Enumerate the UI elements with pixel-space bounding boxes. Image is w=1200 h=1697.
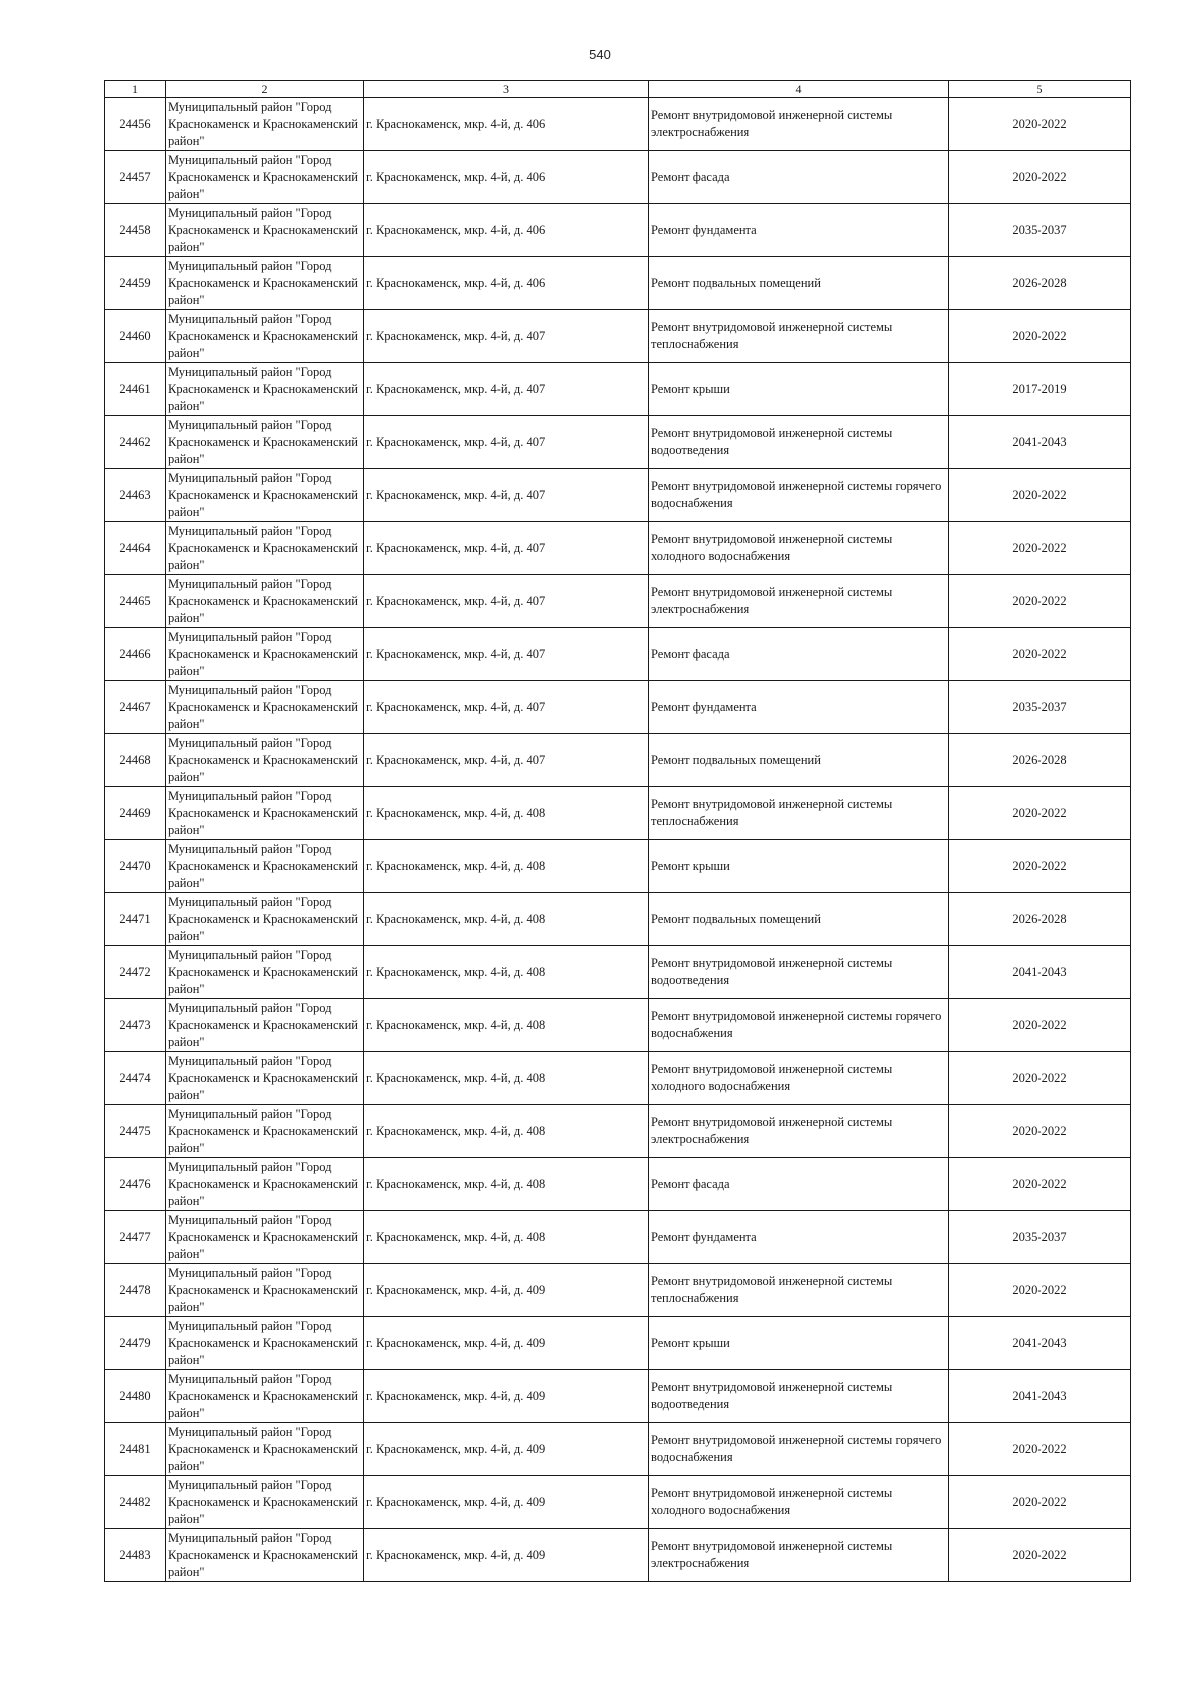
municipality-cell: Муниципальный район "Город Краснокаменск и Краснокаменский район" (166, 787, 364, 840)
row-number: 24475 (105, 1105, 166, 1158)
period-cell: 2020-2022 (949, 469, 1131, 522)
address-cell: г. Краснокаменск, мкр. 4-й, д. 408 (364, 1158, 649, 1211)
address-cell: г. Краснокаменск, мкр. 4-й, д. 407 (364, 310, 649, 363)
address-cell: г. Краснокаменск, мкр. 4-й, д. 409 (364, 1423, 649, 1476)
work-type-cell: Ремонт фундамента (649, 204, 949, 257)
work-type-cell: Ремонт фундамента (649, 681, 949, 734)
municipality-cell: Муниципальный район "Город Краснокаменск и Краснокаменский район" (166, 363, 364, 416)
table-row (105, 840, 1131, 893)
municipality-cell: Муниципальный район "Город Краснокаменск и Краснокаменский район" (166, 681, 364, 734)
row-number: 24456 (105, 98, 166, 151)
row-number: 24476 (105, 1158, 166, 1211)
row-number: 24461 (105, 363, 166, 416)
row-number: 24474 (105, 1052, 166, 1105)
work-type-cell: Ремонт внутридомовой инженерной системы теплоснабжения (649, 310, 949, 363)
municipality-cell: Муниципальный район "Город Краснокаменск и Краснокаменский район" (166, 999, 364, 1052)
address-cell: г. Краснокаменск, мкр. 4-й, д. 407 (364, 575, 649, 628)
municipality-cell: Муниципальный район "Город Краснокаменск и Краснокаменский район" (166, 1529, 364, 1582)
table-row (105, 151, 1131, 204)
work-type-cell: Ремонт крыши (649, 1317, 949, 1370)
row-number: 24481 (105, 1423, 166, 1476)
row-number: 24457 (105, 151, 166, 204)
work-type-cell: Ремонт внутридомовой инженерной системы электроснабжения (649, 1105, 949, 1158)
address-cell: г. Краснокаменск, мкр. 4-й, д. 409 (364, 1264, 649, 1317)
municipality-cell: Муниципальный район "Город Краснокаменск и Краснокаменский район" (166, 1317, 364, 1370)
work-type-cell: Ремонт крыши (649, 840, 949, 893)
municipality-cell: Муниципальный район "Город Краснокаменск и Краснокаменский район" (166, 893, 364, 946)
work-type-cell: Ремонт подвальных помещений (649, 893, 949, 946)
work-type-cell: Ремонт внутридомовой инженерной системы холодного водоснабжения (649, 1476, 949, 1529)
row-number: 24483 (105, 1529, 166, 1582)
address-cell: г. Краснокаменск, мкр. 4-й, д. 408 (364, 946, 649, 999)
address-cell: г. Краснокаменск, мкр. 4-й, д. 408 (364, 893, 649, 946)
period-cell: 2020-2022 (949, 310, 1131, 363)
address-cell: г. Краснокаменск, мкр. 4-й, д. 407 (364, 416, 649, 469)
municipality-cell: Муниципальный район "Город Краснокаменск и Краснокаменский район" (166, 628, 364, 681)
address-cell: г. Краснокаменск, мкр. 4-й, д. 406 (364, 257, 649, 310)
column-header-municipality: 2 (166, 81, 364, 98)
row-number: 24482 (105, 1476, 166, 1529)
period-cell: 2020-2022 (949, 1423, 1131, 1476)
table-row (105, 734, 1131, 787)
table-row (105, 416, 1131, 469)
row-number: 24464 (105, 522, 166, 575)
period-cell: 2026-2028 (949, 893, 1131, 946)
work-type-cell: Ремонт внутридомовой инженерной системы теплоснабжения (649, 787, 949, 840)
address-cell: г. Краснокаменск, мкр. 4-й, д. 409 (364, 1476, 649, 1529)
table-row (105, 310, 1131, 363)
period-cell: 2035-2037 (949, 204, 1131, 257)
row-number: 24473 (105, 999, 166, 1052)
row-number: 24472 (105, 946, 166, 999)
table-row (105, 1529, 1131, 1582)
period-cell: 2020-2022 (949, 999, 1131, 1052)
table-row (105, 999, 1131, 1052)
page-number: 540 (589, 47, 611, 62)
period-cell: 2017-2019 (949, 363, 1131, 416)
municipality-cell: Муниципальный район "Город Краснокаменск и Краснокаменский район" (166, 575, 364, 628)
municipality-cell: Муниципальный район "Город Краснокаменск и Краснокаменский район" (166, 257, 364, 310)
address-cell: г. Краснокаменск, мкр. 4-й, д. 408 (364, 1052, 649, 1105)
work-type-cell: Ремонт фасада (649, 1158, 949, 1211)
header-row (105, 81, 1131, 98)
table-row (105, 628, 1131, 681)
work-type-cell: Ремонт внутридомовой инженерной системы водоотведения (649, 416, 949, 469)
work-type-cell: Ремонт внутридомовой инженерной системы горячего водоснабжения (649, 999, 949, 1052)
table-row (105, 1370, 1131, 1423)
municipality-cell: Муниципальный район "Город Краснокаменск и Краснокаменский район" (166, 1370, 364, 1423)
work-type-cell: Ремонт внутридомовой инженерной системы электроснабжения (649, 1529, 949, 1582)
municipality-cell: Муниципальный район "Город Краснокаменск и Краснокаменский район" (166, 204, 364, 257)
municipality-cell: Муниципальный район "Город Краснокаменск и Краснокаменский район" (166, 1211, 364, 1264)
table-row (105, 1476, 1131, 1529)
period-cell: 2035-2037 (949, 1211, 1131, 1264)
address-cell: г. Краснокаменск, мкр. 4-й, д. 407 (364, 522, 649, 575)
table-row (105, 1105, 1131, 1158)
column-header-period: 5 (949, 81, 1131, 98)
row-number: 24468 (105, 734, 166, 787)
municipality-cell: Муниципальный район "Город Краснокаменск и Краснокаменский район" (166, 1476, 364, 1529)
row-number: 24466 (105, 628, 166, 681)
table-row (105, 1158, 1131, 1211)
municipality-cell: Муниципальный район "Город Краснокаменск и Краснокаменский район" (166, 310, 364, 363)
table-header (105, 81, 1131, 98)
address-cell: г. Краснокаменск, мкр. 4-й, д. 406 (364, 151, 649, 204)
municipality-cell: Муниципальный район "Город Краснокаменск и Краснокаменский район" (166, 840, 364, 893)
municipality-cell: Муниципальный район "Город Краснокаменск и Краснокаменский район" (166, 522, 364, 575)
table-row (105, 575, 1131, 628)
address-cell: г. Краснокаменск, мкр. 4-й, д. 406 (364, 204, 649, 257)
table-row (105, 1052, 1131, 1105)
row-number: 24458 (105, 204, 166, 257)
address-cell: г. Краснокаменск, мкр. 4-й, д. 408 (364, 999, 649, 1052)
address-cell: г. Краснокаменск, мкр. 4-й, д. 409 (364, 1317, 649, 1370)
row-number: 24465 (105, 575, 166, 628)
address-cell: г. Краснокаменск, мкр. 4-й, д. 408 (364, 1211, 649, 1264)
address-cell: г. Краснокаменск, мкр. 4-й, д. 408 (364, 1105, 649, 1158)
period-cell: 2020-2022 (949, 840, 1131, 893)
work-type-cell: Ремонт внутридомовой инженерной системы горячего водоснабжения (649, 469, 949, 522)
period-cell: 2020-2022 (949, 98, 1131, 151)
address-cell: г. Краснокаменск, мкр. 4-й, д. 407 (364, 681, 649, 734)
table-row (105, 1211, 1131, 1264)
address-cell: г. Краснокаменск, мкр. 4-й, д. 408 (364, 787, 649, 840)
period-cell: 2026-2028 (949, 257, 1131, 310)
municipality-cell: Муниципальный район "Город Краснокаменск и Краснокаменский район" (166, 1264, 364, 1317)
municipality-cell: Муниципальный район "Город Краснокаменск и Краснокаменский район" (166, 946, 364, 999)
work-type-cell: Ремонт фасада (649, 628, 949, 681)
address-cell: г. Краснокаменск, мкр. 4-й, д. 408 (364, 840, 649, 893)
period-cell: 2041-2043 (949, 946, 1131, 999)
table-row (105, 681, 1131, 734)
period-cell: 2020-2022 (949, 1476, 1131, 1529)
work-type-cell: Ремонт внутридомовой инженерной системы холодного водоснабжения (649, 522, 949, 575)
column-header-address: 3 (364, 81, 649, 98)
work-type-cell: Ремонт фундамента (649, 1211, 949, 1264)
work-type-cell: Ремонт подвальных помещений (649, 257, 949, 310)
work-type-cell: Ремонт внутридомовой инженерной системы теплоснабжения (649, 1264, 949, 1317)
row-number: 24467 (105, 681, 166, 734)
work-type-cell: Ремонт внутридомовой инженерной системы холодного водоснабжения (649, 1052, 949, 1105)
work-type-cell: Ремонт внутридомовой инженерной системы электроснабжения (649, 575, 949, 628)
municipality-cell: Муниципальный район "Город Краснокаменск и Краснокаменский район" (166, 151, 364, 204)
row-number: 24470 (105, 840, 166, 893)
table-row (105, 469, 1131, 522)
work-type-cell: Ремонт внутридомовой инженерной системы горячего водоснабжения (649, 1423, 949, 1476)
work-type-cell: Ремонт внутридомовой инженерной системы водоотведения (649, 946, 949, 999)
table-row (105, 98, 1131, 151)
address-cell: г. Краснокаменск, мкр. 4-й, д. 407 (364, 469, 649, 522)
municipality-cell: Муниципальный район "Город Краснокаменск и Краснокаменский район" (166, 416, 364, 469)
column-header-number: 1 (105, 81, 166, 98)
table-row (105, 522, 1131, 575)
column-header-work-type: 4 (649, 81, 949, 98)
address-cell: г. Краснокаменск, мкр. 4-й, д. 409 (364, 1529, 649, 1582)
table-row (105, 1317, 1131, 1370)
period-cell: 2041-2043 (949, 1370, 1131, 1423)
row-number: 24471 (105, 893, 166, 946)
row-number: 24462 (105, 416, 166, 469)
table-body (105, 98, 1131, 1582)
table-row (105, 363, 1131, 416)
period-cell: 2026-2028 (949, 734, 1131, 787)
table-row (105, 1423, 1131, 1476)
address-cell: г. Краснокаменск, мкр. 4-й, д. 406 (364, 98, 649, 151)
table-row (105, 1264, 1131, 1317)
period-cell: 2020-2022 (949, 1158, 1131, 1211)
row-number: 24478 (105, 1264, 166, 1317)
municipality-cell: Муниципальный район "Город Краснокаменск и Краснокаменский район" (166, 734, 364, 787)
work-type-cell: Ремонт фасада (649, 151, 949, 204)
period-cell: 2035-2037 (949, 681, 1131, 734)
period-cell: 2020-2022 (949, 1264, 1131, 1317)
period-cell: 2020-2022 (949, 1105, 1131, 1158)
table-row (105, 893, 1131, 946)
period-cell: 2041-2043 (949, 1317, 1131, 1370)
municipality-cell: Муниципальный район "Город Краснокаменск и Краснокаменский район" (166, 1052, 364, 1105)
row-number: 24480 (105, 1370, 166, 1423)
address-cell: г. Краснокаменск, мкр. 4-й, д. 409 (364, 1370, 649, 1423)
work-type-cell: Ремонт внутридомовой инженерной системы водоотведения (649, 1370, 949, 1423)
row-number: 24469 (105, 787, 166, 840)
period-cell: 2020-2022 (949, 787, 1131, 840)
municipality-cell: Муниципальный район "Город Краснокаменск и Краснокаменский район" (166, 98, 364, 151)
municipality-cell: Муниципальный район "Город Краснокаменск и Краснокаменский район" (166, 469, 364, 522)
row-number: 24477 (105, 1211, 166, 1264)
work-type-cell: Ремонт внутридомовой инженерной системы электроснабжения (649, 98, 949, 151)
address-cell: г. Краснокаменск, мкр. 4-й, д. 407 (364, 363, 649, 416)
period-cell: 2020-2022 (949, 522, 1131, 575)
municipality-cell: Муниципальный район "Город Краснокаменск и Краснокаменский район" (166, 1105, 364, 1158)
table-row (105, 204, 1131, 257)
repair-schedule-table (104, 80, 1131, 1582)
period-cell: 2020-2022 (949, 628, 1131, 681)
work-type-cell: Ремонт крыши (649, 363, 949, 416)
address-cell: г. Краснокаменск, мкр. 4-й, д. 407 (364, 734, 649, 787)
row-number: 24459 (105, 257, 166, 310)
row-number: 24463 (105, 469, 166, 522)
table-row (105, 946, 1131, 999)
municipality-cell: Муниципальный район "Город Краснокаменск и Краснокаменский район" (166, 1423, 364, 1476)
period-cell: 2020-2022 (949, 575, 1131, 628)
address-cell: г. Краснокаменск, мкр. 4-й, д. 407 (364, 628, 649, 681)
row-number: 24460 (105, 310, 166, 363)
municipality-cell: Муниципальный район "Город Краснокаменск и Краснокаменский район" (166, 1158, 364, 1211)
period-cell: 2020-2022 (949, 1529, 1131, 1582)
row-number: 24479 (105, 1317, 166, 1370)
period-cell: 2041-2043 (949, 416, 1131, 469)
table-row (105, 787, 1131, 840)
period-cell: 2020-2022 (949, 151, 1131, 204)
work-type-cell: Ремонт подвальных помещений (649, 734, 949, 787)
period-cell: 2020-2022 (949, 1052, 1131, 1105)
table-row (105, 257, 1131, 310)
